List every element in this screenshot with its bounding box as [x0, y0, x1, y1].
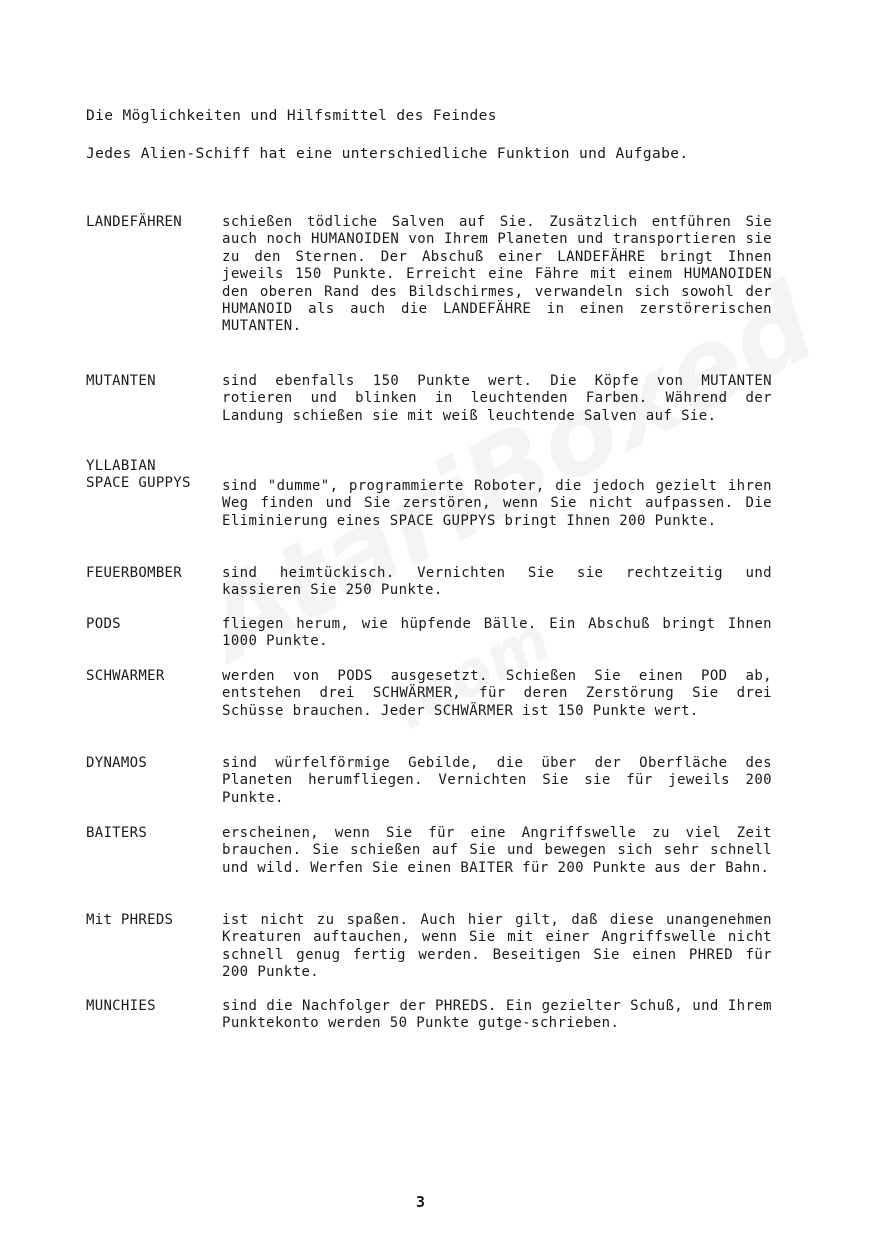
entry-term: PODS	[86, 616, 121, 632]
entry-description: sind "dumme", programmierte Roboter, die jedoch gezielt ihren Weg finden und Sie zerstören, wenn Sie nicht aufpassen. Die Eliminierung eines SPACE GUPPYS bringt Ihnen 200 Punkte.	[222, 478, 772, 529]
entry-description: ist nicht zu spaßen. Auch hier gilt, daß diese unangenehmen Kreaturen auftauchen, wenn Sie mit einer Angriffswelle nicht schnell genug fertig werden. Beseitigen Sie einen PHRED für 200 Punkte.	[222, 912, 772, 981]
entry-term: BAITERS	[86, 825, 148, 841]
entry-term: MUTANTEN	[86, 373, 156, 389]
page-number: 3	[416, 1193, 426, 1211]
entry-description: sind ebenfalls 150 Punkte wert. Die Köpfe von MUTANTEN rotieren und blinken in leuchtenden Farben. Während der Landung schießen sie mit weiß leuchtende Salven auf Sie.	[222, 373, 772, 424]
section-heading: Die Möglichkeiten und Hilfsmittel des Feindes	[86, 108, 497, 124]
entry-description: sind würfelförmige Gebilde, die über der Oberfläche des Planeten herumfliegen. Vernichten Sie sie für jeweils 200 Punkte.	[222, 755, 772, 806]
entry-description: schießen tödliche Salven auf Sie. Zusätzlich entführen Sie auch noch HUMANOIDEN von Ihrem Planeten und transportieren sie zu den Sternen. Der Abschuß einer LANDEFÄHRE bringt Ihnen jeweils 150 Punkte. Erreicht eine Fähre mit einem HUMANOIDEN den oberen Rand des Bildschirmes, verwandeln sich sowohl der HUMANOID als auch die LANDEFÄHRE in einen zerstörerischen MUTANTEN.	[222, 214, 772, 335]
entry-term: Mit PHREDS	[86, 912, 174, 928]
entry-description: erscheinen, wenn Sie für eine Angriffswelle zu viel Zeit brauchen. Sie schießen auf Sie und bewegen sich sehr schnell und wild. Werfen Sie einen BAITER für 200 Punkte aus der Bahn.	[222, 825, 772, 876]
entry-description: sind die Nachfolger der PHREDS. Ein gezielter Schuß, und Ihrem Punktekonto werden 50 Punkte gutge-schrieben.	[222, 998, 772, 1032]
entry-term: MUNCHIES	[86, 998, 156, 1014]
entry-description: sind heimtückisch. Vernichten Sie sie rechtzeitig und kassieren Sie 250 Punkte.	[222, 565, 772, 599]
entry-term: DYNAMOS	[86, 755, 148, 771]
entry-term: SCHWARMER	[86, 668, 165, 684]
entry-term: LANDEFÄHREN	[86, 214, 183, 230]
entry-description: fliegen herum, wie hüpfende Bälle. Ein Abschuß bringt Ihnen 1000 Punkte.	[222, 616, 772, 650]
intro-paragraph: Jedes Alien-Schiff hat eine unterschiedliche Funktion und Aufgabe.	[86, 146, 689, 162]
entry-term: YLLABIAN SPACE GUPPYS	[86, 458, 191, 492]
entry-description: werden von PODS ausgesetzt. Schießen Sie einen POD ab, entstehen drei SCHWÄRMER, für deren Zerstörung Sie drei Schüsse brauchen. Jeder SCHWÄRMER ist 150 Punkte wert.	[222, 668, 772, 719]
entry-term: FEUERBOMBER	[86, 565, 183, 581]
